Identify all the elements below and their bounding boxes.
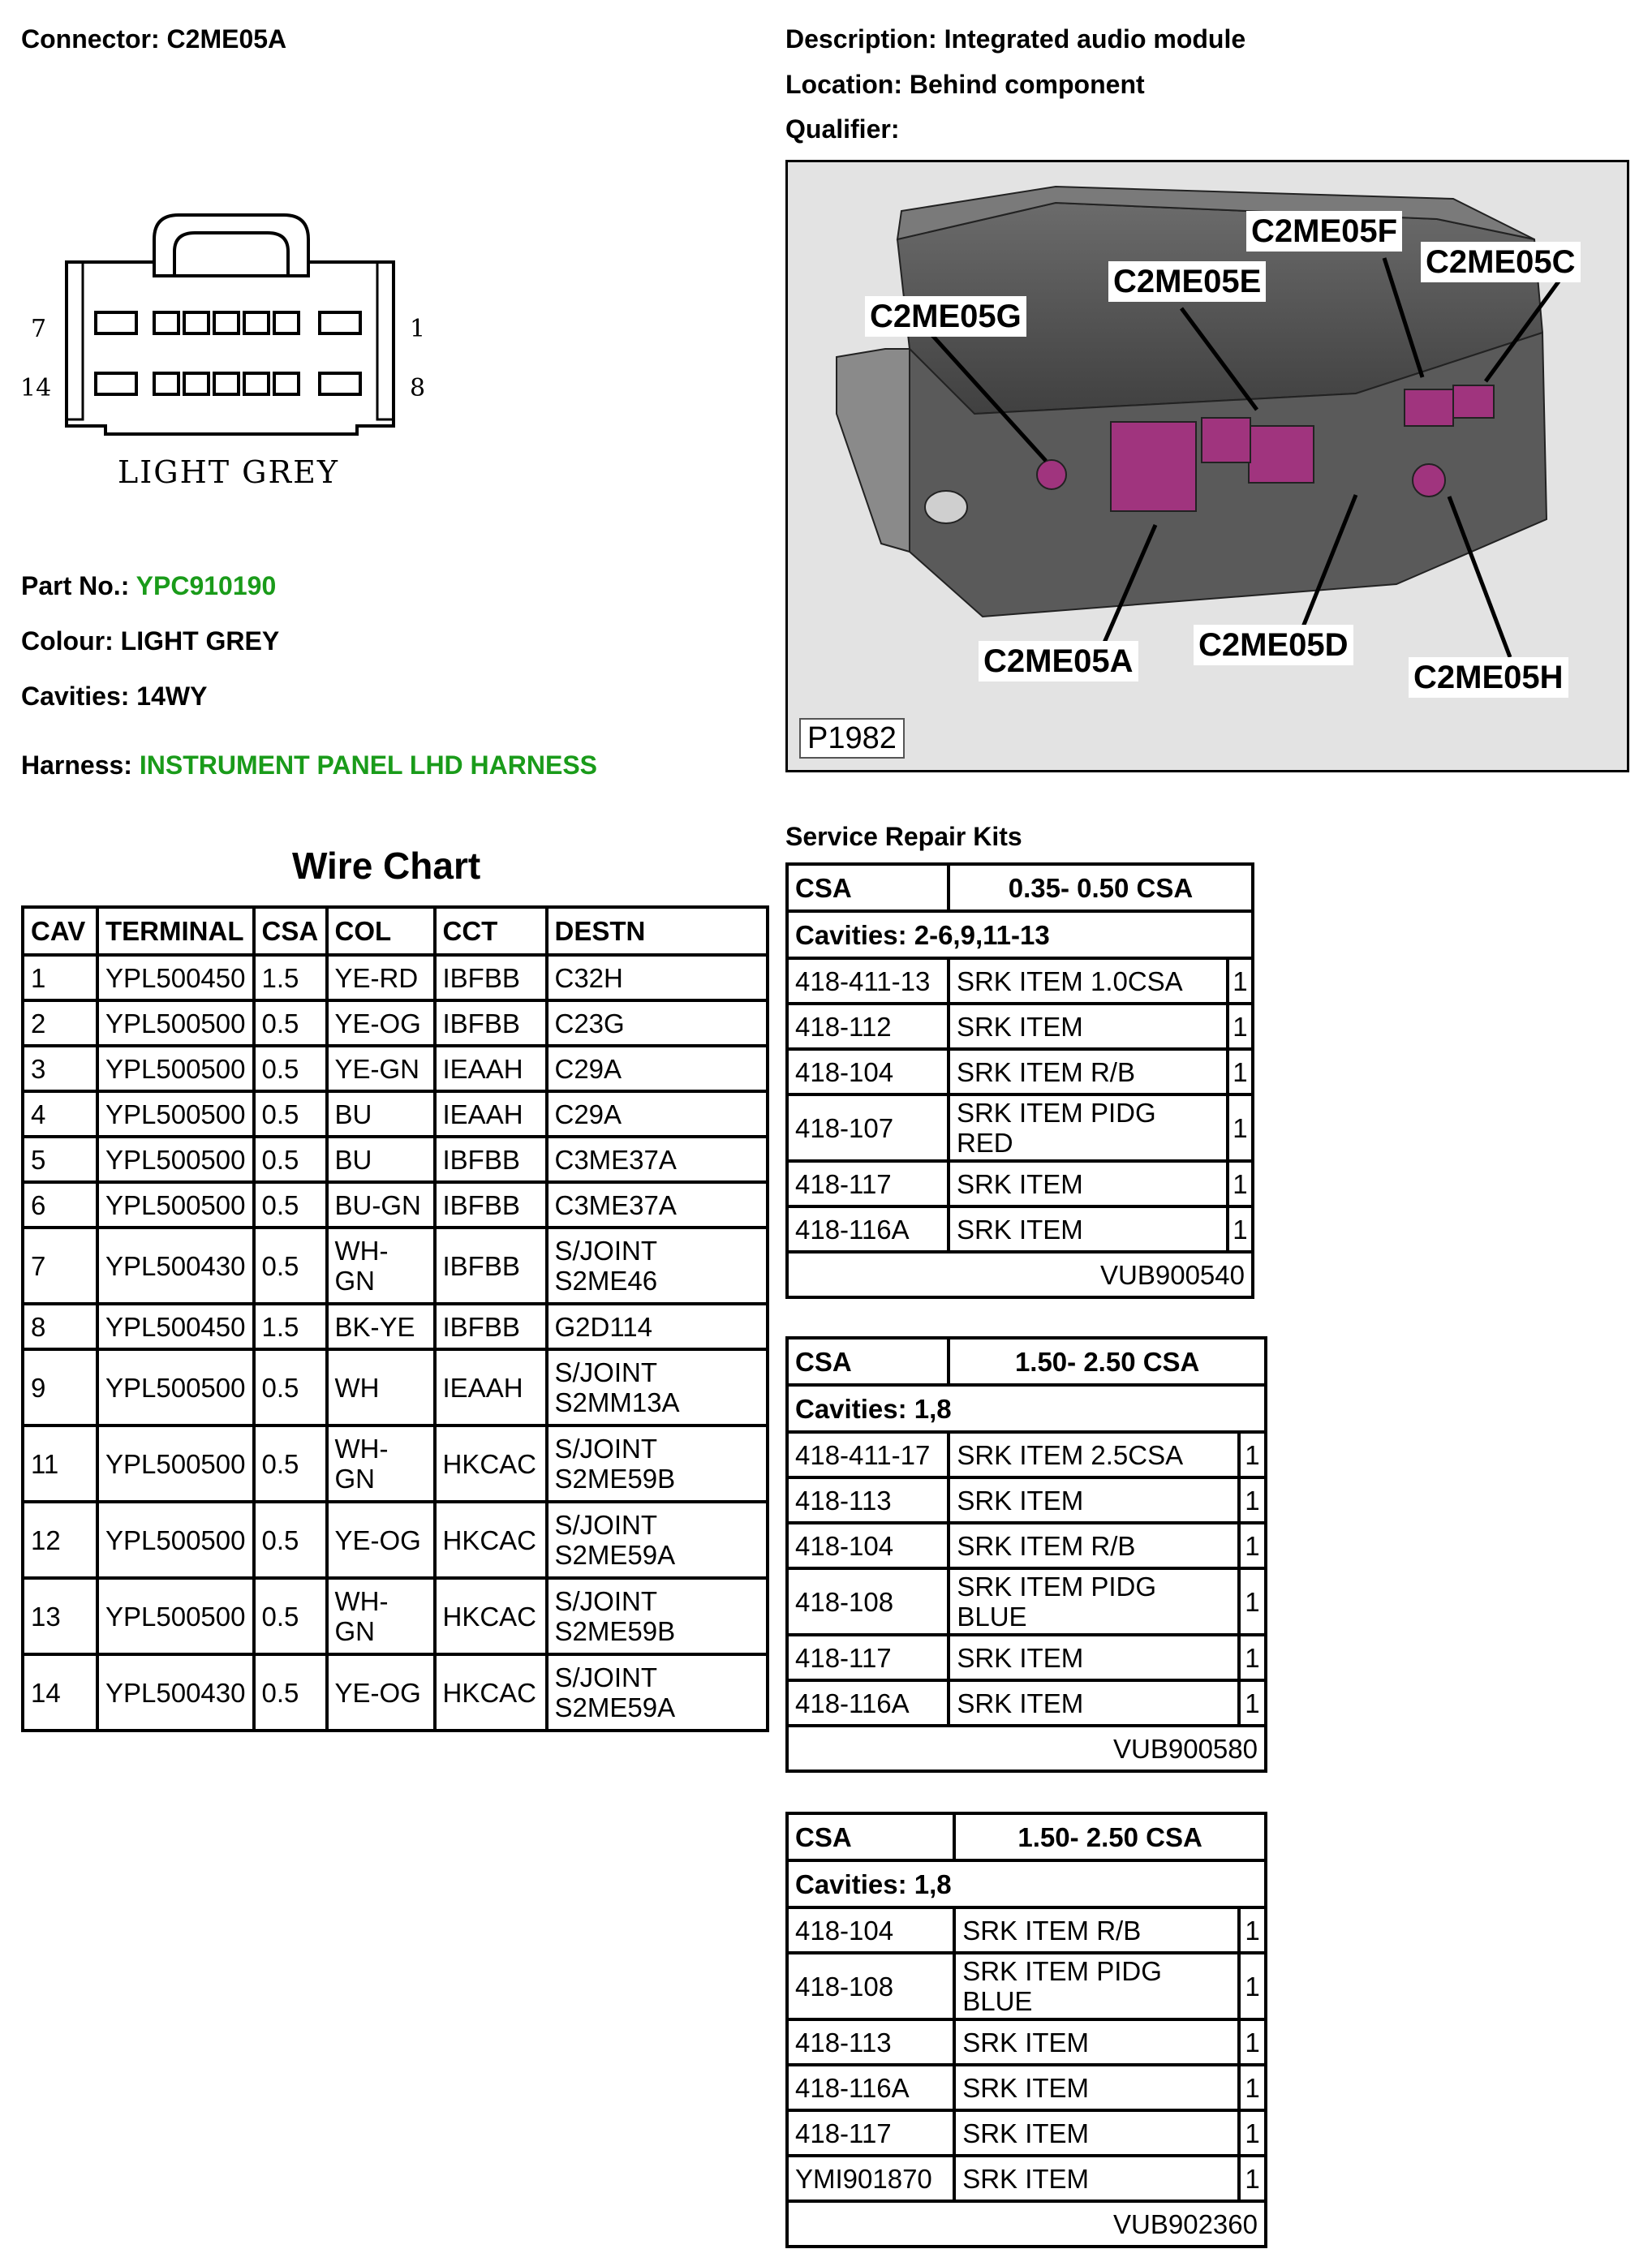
wire-chart-title: Wire Chart <box>292 845 481 887</box>
wire-cell-cav: 8 <box>23 1304 97 1349</box>
kit-cavities: Cavities: 2-6,9,11-13 <box>787 911 1253 958</box>
callout-c2me05f: C2ME05F <box>1246 211 1402 252</box>
kit-reference: VUB902360 <box>787 2201 1266 2247</box>
kit-cavities-row <box>787 1385 1266 1432</box>
wire-cell-col: YE-RD <box>327 955 435 1000</box>
wire-row <box>23 1000 768 1046</box>
qualifier-label: Qualifier: <box>785 114 900 144</box>
col-header-terminal: TERMINAL <box>97 907 254 955</box>
location-line <box>785 70 1145 100</box>
wire-cell-csa: 1.5 <box>254 1304 327 1349</box>
kit-item-quantity: 1 <box>1228 1094 1253 1161</box>
wire-cell-cav: 12 <box>23 1502 97 1578</box>
kit-item-description: SRK ITEM 2.5CSA <box>949 1432 1239 1477</box>
wire-cell-destn: S/JOINT S2MM13A <box>547 1349 768 1426</box>
kit-item-part: 418-116A <box>787 1680 949 1726</box>
wire-cell-csa: 0.5 <box>254 1046 327 1091</box>
wire-cell-terminal: YPL500450 <box>97 1304 254 1349</box>
kit-item-description: SRK ITEM PIDG BLUE <box>954 1953 1239 2019</box>
pin-label-1: 1 <box>410 315 426 343</box>
wire-cell-col: YE-OG <box>327 1502 435 1578</box>
wire-row <box>23 1137 768 1182</box>
service-repair-kits-title: Service Repair Kits <box>785 822 1022 851</box>
connector-c2me05g-highlight <box>1037 460 1066 489</box>
kit-reference: VUB900540 <box>787 1252 1253 1297</box>
kit-item-part: 418-116A <box>787 1206 949 1252</box>
kit-header-row <box>787 1813 1266 1860</box>
kit-item-part: 418-108 <box>787 1568 949 1635</box>
kit-item-description: SRK ITEM <box>949 1680 1239 1726</box>
kit-item-quantity: 1 <box>1228 1004 1253 1049</box>
wire-cell-cct: IBFBB <box>435 1228 547 1304</box>
wire-cell-col: WH-GN <box>327 1228 435 1304</box>
wire-cell-cav: 13 <box>23 1578 97 1654</box>
wire-cell-terminal: YPL500500 <box>97 1426 254 1502</box>
kit-cavities-row <box>787 1860 1266 1907</box>
kit-item-quantity: 1 <box>1239 1953 1266 2019</box>
kit-item-description: SRK ITEM R/B <box>954 1907 1239 1953</box>
connector-c2me05f-highlight <box>1405 389 1453 426</box>
connector-c2me05e-highlight <box>1202 418 1250 462</box>
wire-cell-destn: S/JOINT S2ME59B <box>547 1578 768 1654</box>
wire-cell-col: YE-GN <box>327 1046 435 1091</box>
wire-cell-cav: 3 <box>23 1046 97 1091</box>
wire-cell-cct: IBFBB <box>435 1182 547 1228</box>
kit-csa-label: CSA <box>787 864 949 911</box>
description-value: Integrated audio module <box>944 24 1246 54</box>
kit-item-part: 418-108 <box>787 1953 954 2019</box>
kit-item-row <box>787 1568 1266 1635</box>
wire-cell-cav: 7 <box>23 1228 97 1304</box>
part-number-link[interactable]: YPC910190 <box>136 571 277 600</box>
callout-c2me05d: C2ME05D <box>1194 625 1353 665</box>
kit-csa-range: 1.50- 2.50 CSA <box>949 1338 1266 1385</box>
callout-c2me05c: C2ME05C <box>1421 242 1581 282</box>
wire-cell-terminal: YPL500500 <box>97 1046 254 1091</box>
kit-item-part: 418-411-13 <box>787 958 949 1004</box>
figure-reference: P1982 <box>799 718 905 759</box>
wire-cell-csa: 0.5 <box>254 1000 327 1046</box>
wire-row <box>23 1502 768 1578</box>
kit-item-row <box>787 1049 1253 1094</box>
wire-cell-col: YE-OG <box>327 1654 435 1731</box>
callout-c2me05h: C2ME05H <box>1409 657 1568 698</box>
kit-item-row <box>787 1206 1253 1252</box>
kit-item-part: 418-104 <box>787 1049 949 1094</box>
kit-item-quantity: 1 <box>1228 958 1253 1004</box>
kit-item-description: SRK ITEM <box>954 2156 1239 2201</box>
kit-item-description: SRK ITEM R/B <box>949 1523 1239 1568</box>
colour-value: LIGHT GREY <box>120 626 280 656</box>
wire-cell-col: BU-GN <box>327 1182 435 1228</box>
kit-item-description: SRK ITEM <box>954 2019 1239 2065</box>
wire-row <box>23 1426 768 1502</box>
kit-csa-range: 0.35- 0.50 CSA <box>949 864 1253 911</box>
wire-chart-table <box>21 905 769 1732</box>
kit-item-quantity: 1 <box>1239 1432 1266 1477</box>
wire-chart-header-row <box>23 907 768 955</box>
wire-cell-cct: HKCAC <box>435 1426 547 1502</box>
wire-cell-cav: 5 <box>23 1137 97 1182</box>
pin-label-14: 14 <box>20 374 52 402</box>
part-number-label: Part No.: <box>21 571 130 600</box>
wire-cell-destn: C3ME37A <box>547 1137 768 1182</box>
wire-cell-terminal: YPL500500 <box>97 1000 254 1046</box>
wire-cell-col: WH <box>327 1349 435 1426</box>
wire-cell-csa: 0.5 <box>254 1228 327 1304</box>
wire-cell-csa: 0.5 <box>254 1578 327 1654</box>
kit-header-row <box>787 864 1253 911</box>
col-header-cav: CAV <box>23 907 97 955</box>
wire-cell-destn: S/JOINT S2ME46 <box>547 1228 768 1304</box>
kit-item-part: 418-112 <box>787 1004 949 1049</box>
wire-cell-terminal: YPL500500 <box>97 1349 254 1426</box>
kit-item-row <box>787 1523 1266 1568</box>
kit-item-row <box>787 1004 1253 1049</box>
harness-link[interactable]: INSTRUMENT PANEL LHD HARNESS <box>139 750 598 780</box>
wire-cell-cav: 14 <box>23 1654 97 1731</box>
kit-cavities-row <box>787 911 1253 958</box>
wire-row <box>23 955 768 1000</box>
wire-cell-terminal: YPL500500 <box>97 1502 254 1578</box>
connector-c2me05d-highlight <box>1249 426 1314 483</box>
wire-cell-terminal: YPL500500 <box>97 1578 254 1654</box>
kit-item-row <box>787 2110 1266 2156</box>
cavities-label: Cavities: <box>21 682 130 711</box>
kit-item-description: SRK ITEM 1.0CSA <box>949 958 1228 1004</box>
kit-item-quantity: 1 <box>1239 1635 1266 1680</box>
kit-item-row <box>787 1635 1266 1680</box>
kit-item-description: SRK ITEM <box>949 1206 1228 1252</box>
wire-cell-csa: 1.5 <box>254 955 327 1000</box>
kit-item-part: 418-117 <box>787 2110 954 2156</box>
pin-label-7: 7 <box>31 315 47 343</box>
wire-cell-cav: 6 <box>23 1182 97 1228</box>
wire-cell-col: YE-OG <box>327 1000 435 1046</box>
col-header-csa: CSA <box>254 907 327 955</box>
kit-item-quantity: 1 <box>1228 1049 1253 1094</box>
wire-cell-destn: C29A <box>547 1091 768 1137</box>
col-header-col: COL <box>327 907 435 955</box>
kit-item-part: 418-107 <box>787 1094 949 1161</box>
kit-item-part: 418-113 <box>787 2019 954 2065</box>
wire-cell-cct: IBFBB <box>435 1137 547 1182</box>
wire-cell-terminal: YPL500500 <box>97 1182 254 1228</box>
kit-item-row <box>787 1907 1266 1953</box>
kit-item-quantity: 1 <box>1239 1568 1266 1635</box>
kit-item-row <box>787 1953 1266 2019</box>
wire-cell-col: BK-YE <box>327 1304 435 1349</box>
wire-row <box>23 1578 768 1654</box>
callout-c2me05e: C2ME05E <box>1108 261 1266 302</box>
wire-row <box>23 1349 768 1426</box>
kit-reference: VUB900580 <box>787 1726 1266 1771</box>
wire-cell-destn: S/JOINT S2ME59A <box>547 1654 768 1731</box>
wire-cell-cav: 2 <box>23 1000 97 1046</box>
kit-item-part: 418-116A <box>787 2065 954 2110</box>
kit-item-row <box>787 1161 1253 1206</box>
kit-item-part: 418-117 <box>787 1635 949 1680</box>
wire-cell-terminal: YPL500450 <box>97 955 254 1000</box>
kit-item-description: SRK ITEM <box>949 1477 1239 1523</box>
wire-cell-cav: 4 <box>23 1091 97 1137</box>
kit-item-description: SRK ITEM <box>954 2065 1239 2110</box>
kit-item-row <box>787 2156 1266 2201</box>
connector-colour-caption: LIGHT GREY <box>118 454 339 490</box>
harness-label: Harness: <box>21 750 132 780</box>
wire-cell-destn: S/JOINT S2ME59A <box>547 1502 768 1578</box>
wire-cell-cav: 1 <box>23 955 97 1000</box>
kit-item-part: 418-104 <box>787 1523 949 1568</box>
kit-item-quantity: 1 <box>1228 1206 1253 1252</box>
wire-cell-cct: IBFBB <box>435 1304 547 1349</box>
kit-item-quantity: 1 <box>1239 1680 1266 1726</box>
kit-item-description: SRK ITEM PIDG BLUE <box>949 1568 1239 1635</box>
wire-row <box>23 1091 768 1137</box>
wire-cell-destn: G2D114 <box>547 1304 768 1349</box>
kit-item-part: 418-411-17 <box>787 1432 949 1477</box>
kit-item-description: SRK ITEM R/B <box>949 1049 1228 1094</box>
wire-cell-destn: C29A <box>547 1046 768 1091</box>
wire-cell-cct: IEAAH <box>435 1091 547 1137</box>
kit-item-quantity: 1 <box>1239 2156 1266 2201</box>
kit-csa-label: CSA <box>787 1338 949 1385</box>
wire-cell-destn: S/JOINT S2ME59B <box>547 1426 768 1502</box>
repair-kit-table <box>785 862 1254 1299</box>
wire-cell-csa: 0.5 <box>254 1091 327 1137</box>
kit-item-quantity: 1 <box>1239 1523 1266 1568</box>
kit-cavities: Cavities: 1,8 <box>787 1385 1266 1432</box>
wire-cell-terminal: YPL500430 <box>97 1228 254 1304</box>
wire-cell-destn: C32H <box>547 955 768 1000</box>
repair-kit-table <box>785 1336 1267 1773</box>
connector-c2me05a-highlight <box>1111 422 1196 511</box>
connector-c2me05h-highlight <box>1413 464 1445 497</box>
description-line <box>785 24 1245 54</box>
kit-item-quantity: 1 <box>1239 2110 1266 2156</box>
kit-csa-range: 1.50- 2.50 CSA <box>954 1813 1266 1860</box>
col-header-destn: DESTN <box>547 907 768 955</box>
wire-cell-terminal: YPL500500 <box>97 1137 254 1182</box>
wire-cell-col: BU <box>327 1137 435 1182</box>
cavities-line <box>21 682 207 712</box>
kit-item-part: 418-104 <box>787 1907 954 1953</box>
pin-label-8: 8 <box>410 374 426 402</box>
wire-cell-terminal: YPL500430 <box>97 1654 254 1731</box>
wire-cell-terminal: YPL500500 <box>97 1091 254 1137</box>
wire-cell-csa: 0.5 <box>254 1426 327 1502</box>
part-number-line <box>21 571 276 601</box>
location-label: Location: <box>785 70 902 99</box>
wire-cell-cct: IEAAH <box>435 1046 547 1091</box>
wire-cell-cct: IBFBB <box>435 1000 547 1046</box>
wire-cell-cct: IBFBB <box>435 955 547 1000</box>
kit-reference-row <box>787 1726 1266 1771</box>
kit-item-row <box>787 1477 1266 1523</box>
kit-item-description: SRK ITEM <box>949 1004 1228 1049</box>
kit-item-description: SRK ITEM <box>954 2110 1239 2156</box>
wire-cell-csa: 0.5 <box>254 1502 327 1578</box>
wire-cell-col: WH-GN <box>327 1426 435 1502</box>
colour-label: Colour: <box>21 626 114 656</box>
kit-csa-label: CSA <box>787 1813 954 1860</box>
wire-cell-cct: IEAAH <box>435 1349 547 1426</box>
kit-item-row <box>787 1432 1266 1477</box>
wire-cell-csa: 0.5 <box>254 1182 327 1228</box>
kit-item-row <box>787 2065 1266 2110</box>
kit-item-quantity: 1 <box>1239 2065 1266 2110</box>
location-value: Behind component <box>909 70 1145 99</box>
wire-cell-csa: 0.5 <box>254 1654 327 1731</box>
kit-reference-row <box>787 1252 1253 1297</box>
kit-item-part: YMI901870 <box>787 2156 954 2201</box>
wire-cell-cct: HKCAC <box>435 1578 547 1654</box>
kit-item-quantity: 1 <box>1239 1477 1266 1523</box>
connector-label: Connector: <box>21 24 160 54</box>
kit-item-quantity: 1 <box>1228 1161 1253 1206</box>
repair-kit-table <box>785 1812 1267 2248</box>
kit-item-quantity: 1 <box>1239 1907 1266 1953</box>
wire-row <box>23 1046 768 1091</box>
kit-item-row <box>787 958 1253 1004</box>
cavities-value: 14WY <box>136 682 208 711</box>
wire-cell-cct: HKCAC <box>435 1502 547 1578</box>
wire-cell-csa: 0.5 <box>254 1137 327 1182</box>
kit-item-part: 418-117 <box>787 1161 949 1206</box>
wire-cell-destn: C23G <box>547 1000 768 1046</box>
connector-face-drawing <box>16 207 438 450</box>
kit-item-part: 418-113 <box>787 1477 949 1523</box>
kit-header-row <box>787 1338 1266 1385</box>
kit-item-description: SRK ITEM <box>949 1635 1239 1680</box>
wire-cell-cav: 9 <box>23 1349 97 1426</box>
kit-cavities: Cavities: 1,8 <box>787 1860 1266 1907</box>
wire-row <box>23 1182 768 1228</box>
wire-cell-col: WH-GN <box>327 1578 435 1654</box>
wire-cell-cct: HKCAC <box>435 1654 547 1731</box>
wire-row <box>23 1304 768 1349</box>
harness-line <box>21 750 597 780</box>
kit-reference-row <box>787 2201 1266 2247</box>
connector-heading <box>21 24 286 54</box>
wire-chart-body <box>23 955 768 1731</box>
wire-row <box>23 1654 768 1731</box>
component-location-photo <box>785 160 1629 772</box>
col-header-cct: CCT <box>435 907 547 955</box>
kit-item-row <box>787 1094 1253 1161</box>
kit-item-quantity: 1 <box>1239 2019 1266 2065</box>
callout-c2me05a: C2ME05A <box>979 641 1138 682</box>
wire-cell-csa: 0.5 <box>254 1349 327 1426</box>
kit-item-row <box>787 1680 1266 1726</box>
connector-c2me05c-highlight <box>1453 385 1494 418</box>
wire-cell-destn: C3ME37A <box>547 1182 768 1228</box>
callout-c2me05g: C2ME05G <box>865 296 1026 337</box>
wire-cell-col: BU <box>327 1091 435 1137</box>
wire-row <box>23 1228 768 1304</box>
kit-item-description: SRK ITEM PIDG RED <box>949 1094 1228 1161</box>
colour-line <box>21 626 279 656</box>
kit-item-row <box>787 2019 1266 2065</box>
kit-item-description: SRK ITEM <box>949 1161 1228 1206</box>
connector-value: C2ME05A <box>166 24 287 54</box>
wire-cell-cav: 11 <box>23 1426 97 1502</box>
description-label: Description: <box>785 24 937 54</box>
